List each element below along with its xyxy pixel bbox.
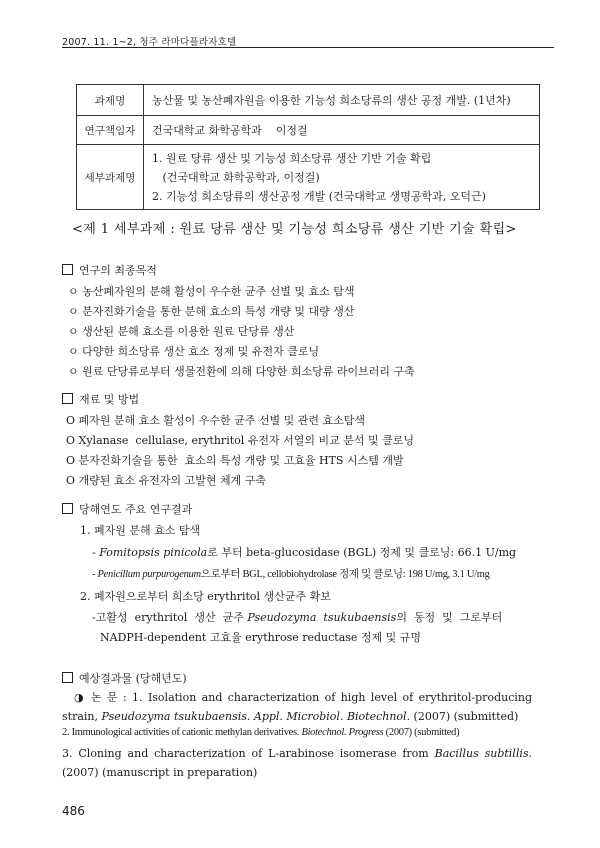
paper-text: 논 문 : 1. Isolation and characterization of high level of erythritol-producing strain, (62, 691, 532, 723)
pi-value: 건국대학교 화학공학과 이정걸 (144, 116, 540, 145)
result-detail (92, 566, 490, 581)
table-row (77, 145, 540, 210)
paper-journal: Pseudozyma tsukubaensis. Appl. Microbiol. Biotechnol. (101, 710, 411, 723)
header-rule (62, 47, 554, 48)
goals-heading (62, 262, 157, 278)
method-item: O 개량된 효소 유전자의 고발현 체계 구축 (66, 474, 267, 487)
running-header: 2007. 11. 1~2, 청주 라마다플라자호텔 (62, 37, 237, 48)
goal-item: ㅇ 분자진화기술을 통한 분해 효소의 특성 개량 및 대량 생산 (68, 305, 355, 318)
method-item: O 분자진화기술을 통한 효소의 특성 개량 및 고효율 HTS 시스템 개발 (66, 454, 404, 467)
project-name-value: 농산물 및 농산폐자원을 이용한 기능성 희소당류의 생산 공정 개발. (1년차) (144, 85, 540, 116)
goals-heading-text: 연구의 최종목적 (79, 264, 157, 277)
methods-heading-text: 재료 및 방법 (79, 393, 140, 406)
paper-text: 2. Immunological activities of cationic methylan derivatives. (62, 727, 302, 738)
expected-heading (62, 670, 187, 686)
paper-2 (62, 727, 459, 738)
dash: - (92, 569, 96, 580)
result-text: -고활성 erythritol 생산 균주 (92, 611, 248, 624)
paper-3 (62, 744, 532, 782)
checkbox-square-icon (62, 393, 73, 404)
method-item: O 폐자원 분해 효소 활성이 우수한 균주 선별 및 관련 효소탐색 (66, 414, 366, 427)
methods-heading (62, 391, 139, 407)
checkbox-square-icon (62, 264, 73, 275)
subproject-label: 세부과제명 (77, 145, 144, 210)
table-row (77, 85, 540, 116)
paper-text: (2007) (submitted) (383, 727, 460, 738)
checkbox-square-icon (62, 672, 73, 683)
result-item-title: 2. 폐자원으로부터 희소당 erythritol 생산균주 확보 (80, 590, 331, 603)
subproject-line: (건국대학교 화학공학과, 이정걸) (152, 170, 320, 184)
goal-item: ㅇ 농산폐자원의 분해 활성이 우수한 균주 선별 및 효소 탐색 (68, 285, 355, 298)
page-number: 486 (62, 804, 85, 818)
paper-text: (2007) (submitted) (410, 710, 519, 723)
pi-label: 연구책임자 (77, 116, 144, 145)
subproject-line: 1. 원료 당류 생산 및 기능성 희소당류 생산 기반 기술 확립 (152, 151, 432, 165)
table-row (77, 116, 540, 145)
result-detail: NADPH-dependent 고효율 erythrose reductase 정제 및 규명 (100, 631, 422, 644)
goal-item: ㅇ 다양한 희소당류 생산 효소 정제 및 유전자 클로닝 (68, 345, 320, 358)
results-heading (62, 501, 192, 517)
goal-item: ㅇ 생산된 분해 효소를 이용한 원료 단당류 생산 (68, 325, 295, 338)
result-detail (92, 544, 516, 560)
result-detail (92, 609, 502, 625)
result-text: 으로부터 BGL, cellobiohydrolase 정제 및 클로닝: 198 U/mg, 3.1 U/mg (200, 569, 490, 580)
result-text: 로 부터 beta-glucosidase (BGL) 정제 및 클로닝: 66.1 U/mg (207, 546, 517, 559)
paper-text: (2007) (manuscript in preparation) (62, 766, 258, 779)
checkbox-square-icon (62, 503, 73, 514)
paper-1 (62, 688, 532, 726)
paper-journal: Biotechnol. Progress (301, 727, 384, 738)
expected-heading-text: 예상결과물 (당해년도) (79, 672, 187, 685)
circle-bullet-icon: ◑ (74, 691, 91, 704)
subproject-title: <제 1 세부과제 : 원료 당류 생산 및 기능성 희소당류 생산 기반 기술 확립> (72, 222, 517, 237)
organism-name: Pseudozyma tsukubaensis (247, 611, 397, 624)
goal-item: ㅇ 원료 단당류로부터 생물전환에 의해 다양한 희소당류 라이브러리 구축 (68, 365, 415, 378)
organism-name: Fomitopsis pinicola (99, 546, 208, 559)
subproject-line: 2. 기능성 희소당류의 생산공정 개발 (건국대학교 생명공학과, 오덕근) (152, 189, 486, 203)
project-name-label: 과제명 (77, 85, 144, 116)
results-heading-text: 당해연도 주요 연구결과 (79, 503, 193, 516)
organism-name: Penicillum purpurogenum (97, 569, 201, 580)
method-item: O Xylanase cellulase, erythritol 유전자 서열의 비교 분석 및 클로닝 (66, 434, 415, 447)
project-info-table (76, 84, 540, 210)
result-text: 의 동정 및 그로부터 (396, 611, 503, 624)
paper-text: 3. Cloning and characterization of L-arabinose isomerase from (62, 747, 435, 760)
dash: - (92, 546, 96, 559)
paper-species: Bacillus subtillis. (434, 747, 532, 760)
subproject-value (144, 145, 540, 210)
result-item-title: 1. 폐자원 분해 효소 탐색 (80, 524, 201, 537)
